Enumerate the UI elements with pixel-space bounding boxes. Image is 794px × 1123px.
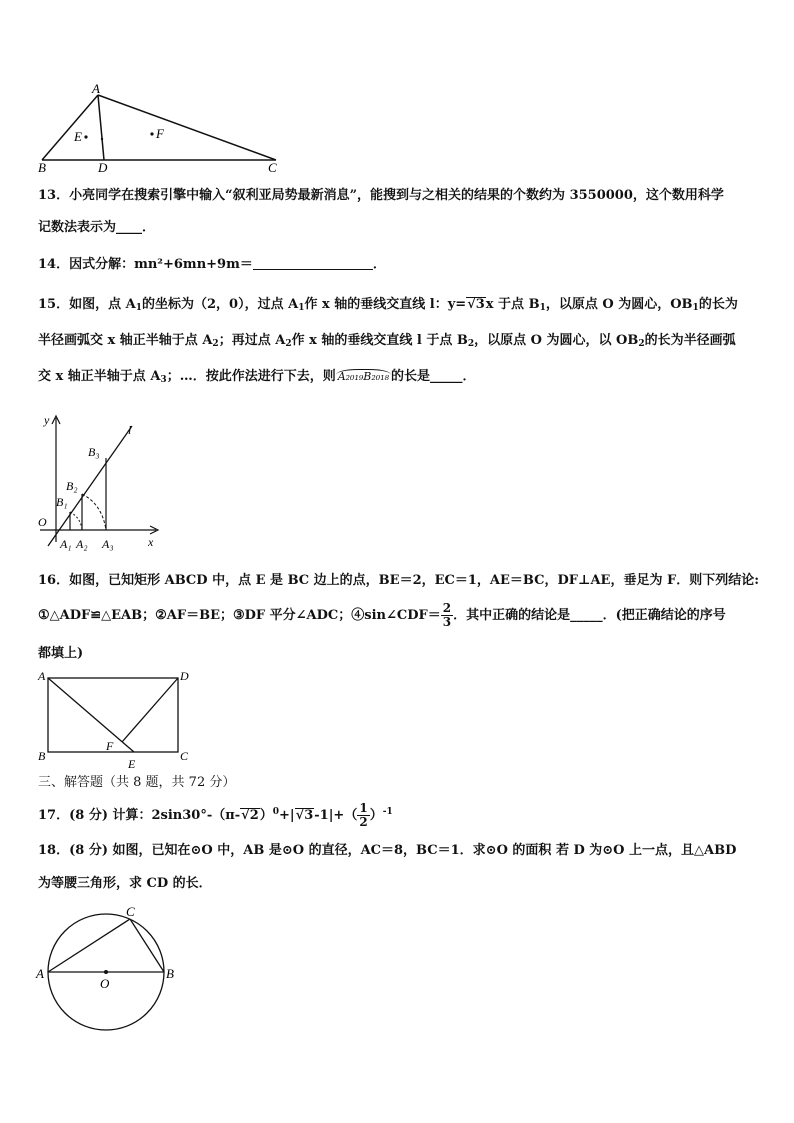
- q15-l1-d: x 于点 B: [485, 297, 540, 312]
- label-b: B: [38, 160, 46, 174]
- question-18-line2: 为等腰三角形，求 CD 的长．: [38, 876, 212, 891]
- q16-frac-num: 2: [442, 601, 452, 615]
- q17-e: ）: [369, 808, 383, 823]
- label-l: l: [128, 423, 132, 437]
- q15-l2-a: 半径画弧交 x 轴正半轴于点 A: [38, 333, 213, 348]
- question-17: [38, 802, 393, 829]
- sqrt-symbol-icon: √: [295, 808, 305, 823]
- label-a3: A₃: [102, 537, 114, 551]
- q17-sqrt3-value: 3: [304, 808, 314, 823]
- question-16-line2: [38, 602, 726, 629]
- segment-ad: [98, 95, 104, 160]
- label-y: y: [44, 413, 50, 427]
- question-18-line1: 18．(8 分) 如图，已知在⊙O 中，AB 是⊙O 的直径，AC＝8，BC＝1．求⊙O 的面积 若 D 为⊙O 上一点，且△ABD: [38, 843, 737, 858]
- q16-l2-a: ①△ADF≌△EAB；②AF＝BE；③DF 平分∠ADC；④sin∠CDF＝: [38, 608, 441, 623]
- label-f: F: [106, 739, 114, 753]
- q17-sqrt2-value: 2: [249, 808, 259, 823]
- arc-2: [82, 494, 106, 530]
- q17-frac-num: 1: [359, 801, 368, 815]
- q16-frac-den: 3: [442, 615, 452, 629]
- label-x: x: [148, 535, 154, 549]
- q17-sqrt3: [295, 808, 315, 823]
- point-f: [150, 132, 153, 135]
- q15-sqrt-value: 3: [475, 297, 485, 312]
- q15-l1-f: 的长为: [698, 297, 738, 312]
- figure-line-arcs: [34, 412, 166, 554]
- q17-b: ）: [259, 808, 273, 823]
- point-mid: [101, 138, 103, 140]
- point-e: [84, 135, 87, 138]
- sqrt-symbol-icon: √: [241, 808, 250, 823]
- question-13-line2: 记数法表示为____．: [38, 220, 156, 235]
- q17-fraction: [357, 802, 369, 829]
- center-o: [104, 970, 108, 974]
- q15-l1-b: 的坐标为（2，0），过点 A: [141, 297, 299, 312]
- q17-exp0: 0: [272, 807, 280, 817]
- question-15-line1: [38, 296, 738, 317]
- sqrt-symbol-icon: √: [467, 297, 476, 312]
- segment-ac: [98, 95, 276, 160]
- q15-l3-b: ；…．按此作法进行下去，则: [166, 369, 336, 384]
- segment-ab: [42, 95, 98, 160]
- q17-frac-den: 2: [359, 815, 368, 829]
- q15-l2-d: ，以原点 O 为圆心，以 OB: [474, 333, 639, 348]
- q14-suffix: ．: [372, 257, 386, 272]
- q15-sub: 1: [692, 303, 699, 313]
- q14-answer-blank: [253, 256, 373, 270]
- label-e: E: [74, 129, 82, 144]
- q15-l3-a: 交 x 轴正半轴于点 A: [38, 369, 161, 384]
- question-15-line3: [38, 368, 476, 389]
- q15-l1-c: 作 x 轴的垂线交直线 l：y=: [304, 297, 467, 312]
- q17-c: +|: [279, 808, 295, 823]
- figure-rectangle-abcd: [34, 668, 196, 770]
- q17-d: -1|+（: [314, 808, 358, 823]
- q15-sub: 1: [539, 303, 546, 313]
- label-d: D: [180, 669, 189, 683]
- q14-expression: mn²+6mn+9m＝: [134, 257, 253, 272]
- q15-sub: 3: [160, 375, 167, 385]
- q15-sub: 2: [638, 339, 645, 349]
- label-b2: B₂: [66, 479, 78, 493]
- line-l: [48, 426, 132, 546]
- q15-l1-e: ，以原点 O 为圆心，OB: [545, 297, 693, 312]
- label-d: D: [98, 160, 108, 174]
- q15-sub: 1: [298, 303, 305, 313]
- label-a2: A₂: [76, 537, 88, 551]
- label-b1: B₁: [56, 495, 68, 509]
- label-a1: A₁: [60, 537, 72, 551]
- q15-l2-b: ；再过点 A: [218, 333, 286, 348]
- q15-l1-a: 15．如图，点 A: [38, 297, 136, 312]
- q15-l2-c: 作 x 轴的垂线交直线 l 于点 B: [291, 333, 468, 348]
- arc-1: [70, 512, 82, 530]
- q17-exp-neg1: -1: [382, 807, 393, 817]
- question-13-line1: 13．小亮同学在搜索引擎中输入“叙利亚局势最新消息”，能搜到与之相关的结果的个数约为 3550000，这个数用科学: [38, 188, 724, 203]
- label-b: B: [38, 749, 46, 763]
- q17-a: 17．(8 分) 计算：2sin30°-（π-: [38, 808, 241, 823]
- q14-prefix: 14．因式分解：: [38, 257, 135, 272]
- segment-ae: [48, 678, 134, 752]
- question-14: [38, 256, 386, 274]
- q15-sub: 2: [212, 339, 219, 349]
- label-a: A: [36, 966, 44, 981]
- question-16-line3: 都填上): [38, 646, 84, 661]
- q15-sqrt: [466, 297, 486, 312]
- q15-sub: 1: [135, 303, 142, 313]
- q15-sub: 2: [467, 339, 475, 349]
- label-c: C: [268, 160, 277, 174]
- label-b3: B₃: [88, 445, 100, 459]
- label-o: O: [38, 515, 47, 529]
- label-a: A: [38, 669, 46, 683]
- q17-sqrt2: [240, 808, 260, 823]
- q16-l2-b: ．其中正确的结论是_____．(把正确结论的序号: [453, 608, 726, 623]
- label-b: B: [166, 966, 174, 981]
- question-16-line1: 16．如图，已知矩形 ABCD 中，点 E 是 BC 边上的点，BE＝2，EC＝1，AE＝BC，DF⊥AE，垂足为 F．则下列结论:: [38, 573, 760, 588]
- q15-l2-e: 的长为半径画弧: [644, 333, 736, 348]
- label-a: A: [92, 82, 100, 96]
- label-c: C: [126, 904, 135, 919]
- chord-ac: [48, 919, 130, 972]
- chord-bc: [130, 919, 164, 972]
- arc-notation: A₂₀₁₉B₂₀₁₈: [337, 370, 390, 383]
- section-3-heading: 三、解答题（共 8 题，共 72 分）: [38, 775, 236, 790]
- question-15-line2: [38, 332, 736, 353]
- q16-fraction: [441, 602, 453, 629]
- q15-l3-c: 的长是_____．: [391, 369, 476, 384]
- figure-circle-o: [34, 902, 184, 1032]
- label-f: F: [156, 126, 164, 141]
- q15-sub: 2: [285, 339, 292, 349]
- label-o: O: [100, 976, 110, 991]
- label-e: E: [128, 757, 136, 770]
- segment-df: [122, 678, 178, 742]
- figure-triangle-abc: [34, 82, 294, 174]
- label-c: C: [180, 749, 189, 763]
